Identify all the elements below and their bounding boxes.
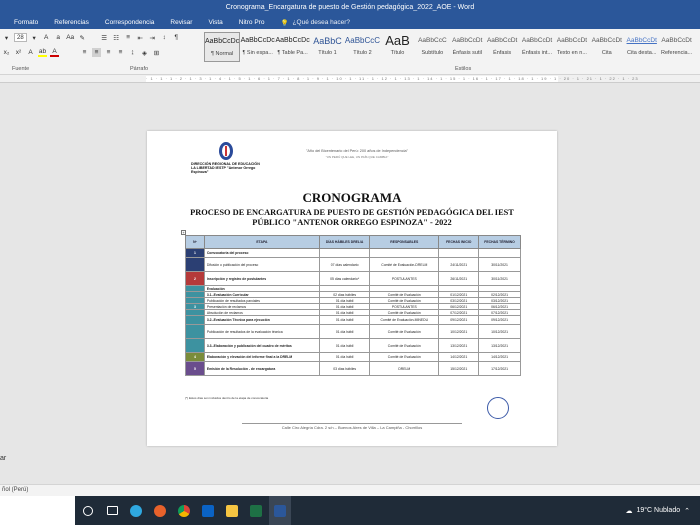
style-sample: AaBbCcDt [556, 37, 588, 44]
cell-nro[interactable] [186, 339, 205, 353]
cell-inicio[interactable]: 26/11/2021 [439, 272, 479, 286]
document-subtitle-line2: PÚBLICO "ANTENOR ORREGO ESPINOZA" - 2022 [252, 218, 452, 227]
task-view-icon[interactable] [77, 496, 99, 525]
tab-referencias[interactable]: Referencias [54, 19, 89, 26]
cell-etapa[interactable]: Evaluación [204, 286, 319, 292]
official-seal-icon [487, 397, 509, 419]
edge-icon[interactable] [125, 496, 147, 525]
cell-termino[interactable]: 06/12/2021 [479, 304, 521, 310]
cell-termino[interactable]: 13/12/2021 [479, 339, 521, 353]
document-canvas [0, 84, 700, 484]
table-header-row [186, 236, 521, 249]
style-name: Énfasis [493, 50, 512, 56]
cell-inicio[interactable]: 24/11/2021 [439, 258, 479, 272]
cell-dias[interactable]: 05 días calendario* [320, 272, 370, 286]
tell-me-box[interactable] [280, 19, 350, 27]
cell-etapa[interactable]: Inscripción y registro de postulantes [204, 272, 319, 286]
cell-etapa[interactable]: Emisión de la Resolución - de encargatura [204, 362, 319, 376]
cell-etapa[interactable]: Publicación de resultados parciales [204, 298, 319, 304]
style-sample: AaBbCcDt [521, 37, 553, 44]
cell-resp[interactable]: Comité de Evaluación [370, 292, 439, 298]
cell-inicio[interactable]: 15/12/2021 [439, 362, 479, 376]
cell-dias[interactable]: 01 día hábil [320, 298, 370, 304]
cell-nro[interactable] [186, 316, 205, 325]
file-explorer-icon[interactable] [221, 496, 243, 525]
cell-nro[interactable]: 1 [186, 249, 205, 258]
style-item[interactable] [415, 32, 450, 62]
cell-resp[interactable]: Comité de Evaluación [370, 298, 439, 304]
text-effects-icon[interactable]: A [28, 49, 33, 56]
cell-dias[interactable]: 07 días calendario [320, 258, 370, 272]
cell-dias[interactable]: 02 días hábiles [320, 292, 370, 298]
style-item[interactable] [310, 32, 345, 62]
style-name: ¶ Normal [211, 51, 234, 57]
cell-nro[interactable]: 2 [186, 272, 205, 286]
table-row [186, 362, 521, 376]
change-case-icon[interactable]: Aa [66, 34, 75, 41]
cell-inicio[interactable]: 14/12/2021 [439, 353, 479, 362]
style-sample: AaBbCcDt [486, 37, 518, 44]
style-item[interactable] [345, 32, 380, 62]
document-title: CRONOGRAMA [302, 190, 402, 205]
footer-divider [242, 423, 462, 424]
style-name: ¶ Sin espa... [242, 50, 273, 56]
tab-correspondencia[interactable]: Correspondencia [104, 19, 155, 26]
style-name: Énfasis int... [522, 50, 553, 56]
cell-termino[interactable] [479, 249, 521, 258]
bullets-icon[interactable]: ☰ [101, 34, 108, 42]
cell-etapa[interactable]: 3.2.-Evaluación Técnica para ejecución [204, 316, 319, 325]
cell-termino[interactable]: 10/12/2021 [479, 325, 521, 339]
cell-inicio[interactable]: 03/12/2021 [439, 298, 479, 304]
style-sample: AaBbCcC [418, 37, 447, 44]
cell-dias[interactable]: 01 día hábil [320, 353, 370, 362]
schedule-table [185, 235, 521, 376]
justify-icon[interactable]: ≡ [118, 49, 123, 56]
window-title: Cronograma_Encargatura de puesto de Gestión pedagógica_2022_AOE - Word [225, 4, 475, 11]
cell-etapa[interactable]: Convocatoria del proceso [204, 249, 319, 258]
style-item[interactable] [554, 32, 589, 62]
table-row [186, 258, 521, 272]
language-indicator[interactable]: ñol (Perú) [2, 487, 29, 493]
cell-dias[interactable]: 01 día hábil [320, 339, 370, 353]
cell-resp[interactable]: Comité de Evaluación-MINEDU [370, 316, 439, 325]
header-nro: Nº [186, 236, 205, 249]
document-page[interactable] [147, 131, 557, 446]
style-name: ¶ Table Pa... [277, 50, 308, 56]
align-right-icon[interactable]: ≡ [106, 49, 111, 56]
style-sample: AaBbCcDt [626, 37, 657, 44]
header-responsables: RESPONSABLES [370, 236, 439, 249]
style-name: Texto en n... [556, 50, 587, 56]
weather-text[interactable]: 19°C Nublado [636, 507, 681, 514]
cell-dias[interactable]: 01 día hábil [320, 316, 370, 325]
cell-etapa[interactable]: 3.3.-Elaboración y publicación del cuadro de méritos [204, 339, 319, 353]
tab-vista[interactable]: Vista [208, 19, 223, 26]
style-sample: AaBbC [313, 36, 342, 46]
footer-address: Calle Ciro Alegría Cdra. 2 s/n – Buenos Aires de Villa – La Campiña - Chorrillos [281, 425, 423, 430]
tab-nitro-pro[interactable]: Nitro Pro [238, 19, 265, 26]
cell-termino[interactable]: 09/12/2021 [479, 316, 521, 325]
cell-nro[interactable] [186, 258, 205, 272]
tab-revisar[interactable]: Revisar [170, 19, 193, 26]
taskbar-search[interactable] [0, 496, 75, 525]
clear-format-icon[interactable]: ✎ [79, 34, 85, 42]
style-item[interactable] [380, 32, 415, 62]
status-bar [0, 484, 700, 496]
window-title-bar [0, 0, 700, 16]
style-name: Énfasis sutil [452, 50, 482, 56]
cell-termino[interactable]: 30/11/2021 [479, 258, 521, 272]
style-name: Título [390, 50, 405, 56]
side-text-fragment: ar [0, 455, 7, 462]
cell-etapa[interactable]: Difusión o publicación del proceso [204, 258, 319, 272]
multilevel-icon[interactable]: ≡ [126, 34, 131, 41]
word-icon[interactable] [269, 496, 291, 525]
cell-termino[interactable]: 17/12/2021 [479, 362, 521, 376]
style-item[interactable] [520, 32, 555, 62]
cell-nro[interactable]: 5 [186, 362, 205, 376]
style-item[interactable] [485, 32, 520, 62]
style-sample: AaBbCcDc [240, 37, 275, 44]
highlight-icon[interactable]: ab [38, 48, 47, 55]
cloud-icon: ☁ [625, 507, 633, 515]
font-color-icon[interactable]: A [50, 48, 59, 57]
cell-resp[interactable]: Comité de Evaluación-DRELM [370, 258, 439, 272]
cell-termino[interactable]: 07/12/2021 [479, 310, 521, 316]
borders-icon[interactable]: ⊞ [153, 49, 160, 57]
cell-resp[interactable]: DRELM [370, 362, 439, 376]
cell-etapa[interactable]: Elaboración y elevación del informe final a la DRELM [204, 353, 319, 362]
style-item[interactable] [589, 32, 624, 62]
cell-nro[interactable]: 4 [186, 353, 205, 362]
shrink-font-icon[interactable]: a [56, 34, 60, 41]
cell-etapa[interactable]: Presentación de reclamos [204, 304, 319, 310]
ribbon-tabs [0, 16, 700, 29]
cell-etapa[interactable]: Absolución de reclamos [204, 310, 319, 316]
styles-gallery [204, 32, 694, 64]
header-fecha-termino: FECHAS TÉRMINO [479, 236, 521, 249]
cell-dias[interactable]: 01 día hábil [320, 325, 370, 339]
shading-icon[interactable]: ◈ [142, 49, 147, 57]
windows-taskbar [0, 496, 700, 525]
align-left-icon[interactable]: ≡ [82, 49, 87, 56]
cell-resp[interactable]: Comité de Evaluación [370, 353, 439, 362]
style-name: Título 1 [318, 50, 337, 56]
style-item[interactable] [450, 32, 485, 62]
style-name: Referencia... [661, 50, 693, 56]
line-spacing-icon[interactable]: ↨ [130, 49, 135, 56]
superscript-icon[interactable]: x² [15, 49, 22, 56]
firefox-icon[interactable] [149, 496, 171, 525]
footnote: (*) Estos días son incluidos dentro de la etapa de convocatoria [185, 396, 269, 400]
style-item[interactable] [240, 32, 275, 62]
header-etapa: ETAPA [204, 236, 319, 249]
style-sample: AaBbCcC [344, 36, 381, 45]
cell-inicio[interactable]: 13/12/2021 [439, 339, 479, 353]
cell-dias[interactable]: 03 días hábiles [320, 362, 370, 376]
table-row [186, 249, 521, 258]
cell-nro[interactable] [186, 325, 205, 339]
year-motto: "Año del Bicentenario del Perú: 200 años de Independencia" [306, 149, 408, 153]
cell-inicio[interactable]: 07/12/2021 [439, 310, 479, 316]
font-name-dropdown-icon[interactable]: ▾ [4, 34, 9, 42]
table-row [186, 325, 521, 339]
table-row [186, 316, 521, 325]
style-sample: AaBbCcDc [275, 37, 310, 44]
chrome-icon[interactable] [173, 496, 195, 525]
table-row [186, 339, 521, 353]
style-name: Cita desta... [627, 50, 657, 56]
sort-icon[interactable]: ↕ [162, 34, 166, 41]
cell-inicio[interactable]: 10/12/2021 [439, 325, 479, 339]
tab-formato[interactable]: Formato [14, 19, 39, 26]
grow-font-icon[interactable]: A [44, 34, 49, 41]
group-label-paragraph: Párrafo [130, 66, 149, 72]
cell-termino[interactable]: 14/12/2021 [479, 353, 521, 362]
system-tray [625, 496, 690, 525]
excel-icon[interactable] [245, 496, 267, 525]
style-sample: AaBbCcDt [591, 37, 622, 44]
cell-inicio[interactable] [439, 249, 479, 258]
style-name: Subtítulo [421, 50, 444, 56]
style-item[interactable] [624, 32, 659, 62]
cell-nro[interactable]: 3 [186, 304, 205, 310]
reading-motto: "UN PERÚ QUE LEE, UN PAÍS QUE CAMBIA" [325, 155, 389, 159]
subscript-icon[interactable]: x₂ [3, 49, 10, 56]
lightbulb-icon: 💡 [280, 19, 289, 27]
cell-resp[interactable] [370, 249, 439, 258]
group-label-font: Fuente [12, 66, 30, 72]
cell-termino[interactable]: 30/11/2021 [479, 272, 521, 286]
chevron-up-icon[interactable]: ⌃ [684, 507, 690, 515]
font-size-box[interactable]: 28 [14, 33, 27, 42]
style-sample: AaBbCcDt [452, 37, 483, 44]
table-move-handle[interactable]: + [182, 230, 185, 235]
tell-me-text: ¿Qué desea hacer? [292, 19, 350, 26]
cell-resp[interactable]: POSTULANTES [370, 304, 439, 310]
table-row [186, 272, 521, 286]
style-name: Título 2 [353, 50, 372, 56]
ribbon [0, 29, 700, 75]
font-size-dropdown-icon[interactable]: ▾ [32, 34, 36, 42]
cell-resp[interactable]: Comité de Evaluación [370, 325, 439, 339]
cell-resp[interactable]: Comité de Evaluación [370, 310, 439, 316]
align-center-icon[interactable]: ≡ [92, 48, 101, 57]
document-subtitle-line1: PROCESO DE ENCARGATURA DE PUESTO DE GESTIÓN PEDAGÓGICA DEL IEST [190, 208, 514, 217]
cell-inicio[interactable]: 01/12/2021 [439, 292, 479, 298]
cell-resp[interactable]: Comité de Evaluación [370, 339, 439, 353]
style-item[interactable] [275, 32, 310, 62]
table-row [186, 353, 521, 362]
cell-dias[interactable]: 01 día hábil [320, 310, 370, 316]
style-sample: AaBbCcDt [661, 37, 692, 44]
header-dias: DÍAS HÁBILES DREL/A [320, 236, 370, 249]
ruler-scale: · 1 · 1 · 1 · 2 · 1 · 3 · 1 · 4 · 1 · 5 · 1 · 6 · 1 · 7 · 1 · 8 · 1 · 9 · 1 · 10 · 1 · 11 · 1 · 12 · 1 · 13 · 1 · 14 · 1 · 15 · 1 · 16 · 1 · 17 · 1 · 18 · 1 · 19 · 1 · 20 · 1 · 21 · 1 · 22 · 1 · 23 [146, 76, 639, 81]
task-switch-icon[interactable] [101, 496, 123, 525]
numbering-icon[interactable]: ☷ [113, 34, 120, 42]
cell-inicio[interactable]: 06/12/2021 [439, 304, 479, 310]
style-name: Cita [601, 50, 612, 56]
style-sample: AaBbCcDc [205, 38, 240, 45]
style-item[interactable] [204, 32, 240, 62]
cell-resp[interactable]: POSTULANTES [370, 272, 439, 286]
cell-termino[interactable]: 02/12/2021 [479, 292, 521, 298]
header-fecha-inicio: FECHAS INICIO [439, 236, 479, 249]
cell-termino[interactable]: 03/12/2021 [479, 298, 521, 304]
group-label-styles: Estilos [455, 66, 472, 72]
cell-etapa[interactable]: 3.1.-Evaluación Curricular [204, 292, 319, 298]
increase-indent-icon[interactable]: ⇥ [149, 34, 155, 42]
mail-icon[interactable] [197, 496, 219, 525]
cell-etapa[interactable]: Publicación de resultados de la evaluación técnica [204, 325, 319, 339]
cell-dias[interactable] [320, 249, 370, 258]
institution-logo [217, 141, 235, 161]
cell-dias[interactable]: 01 día hábil [320, 304, 370, 310]
cell-inicio[interactable]: 09/12/2021 [439, 316, 479, 325]
decrease-indent-icon[interactable]: ⇤ [137, 34, 143, 42]
style-sample: AaB [385, 33, 410, 48]
pilcrow-icon[interactable]: ¶ [174, 34, 178, 41]
horizontal-ruler[interactable] [0, 75, 700, 83]
style-item[interactable] [659, 32, 694, 62]
institution-name: DIRECCIÓN REGIONAL DE EDUCACIÓN LA LIBERTAD IESTP "Antenor Orrego Espinoza" [191, 162, 260, 175]
